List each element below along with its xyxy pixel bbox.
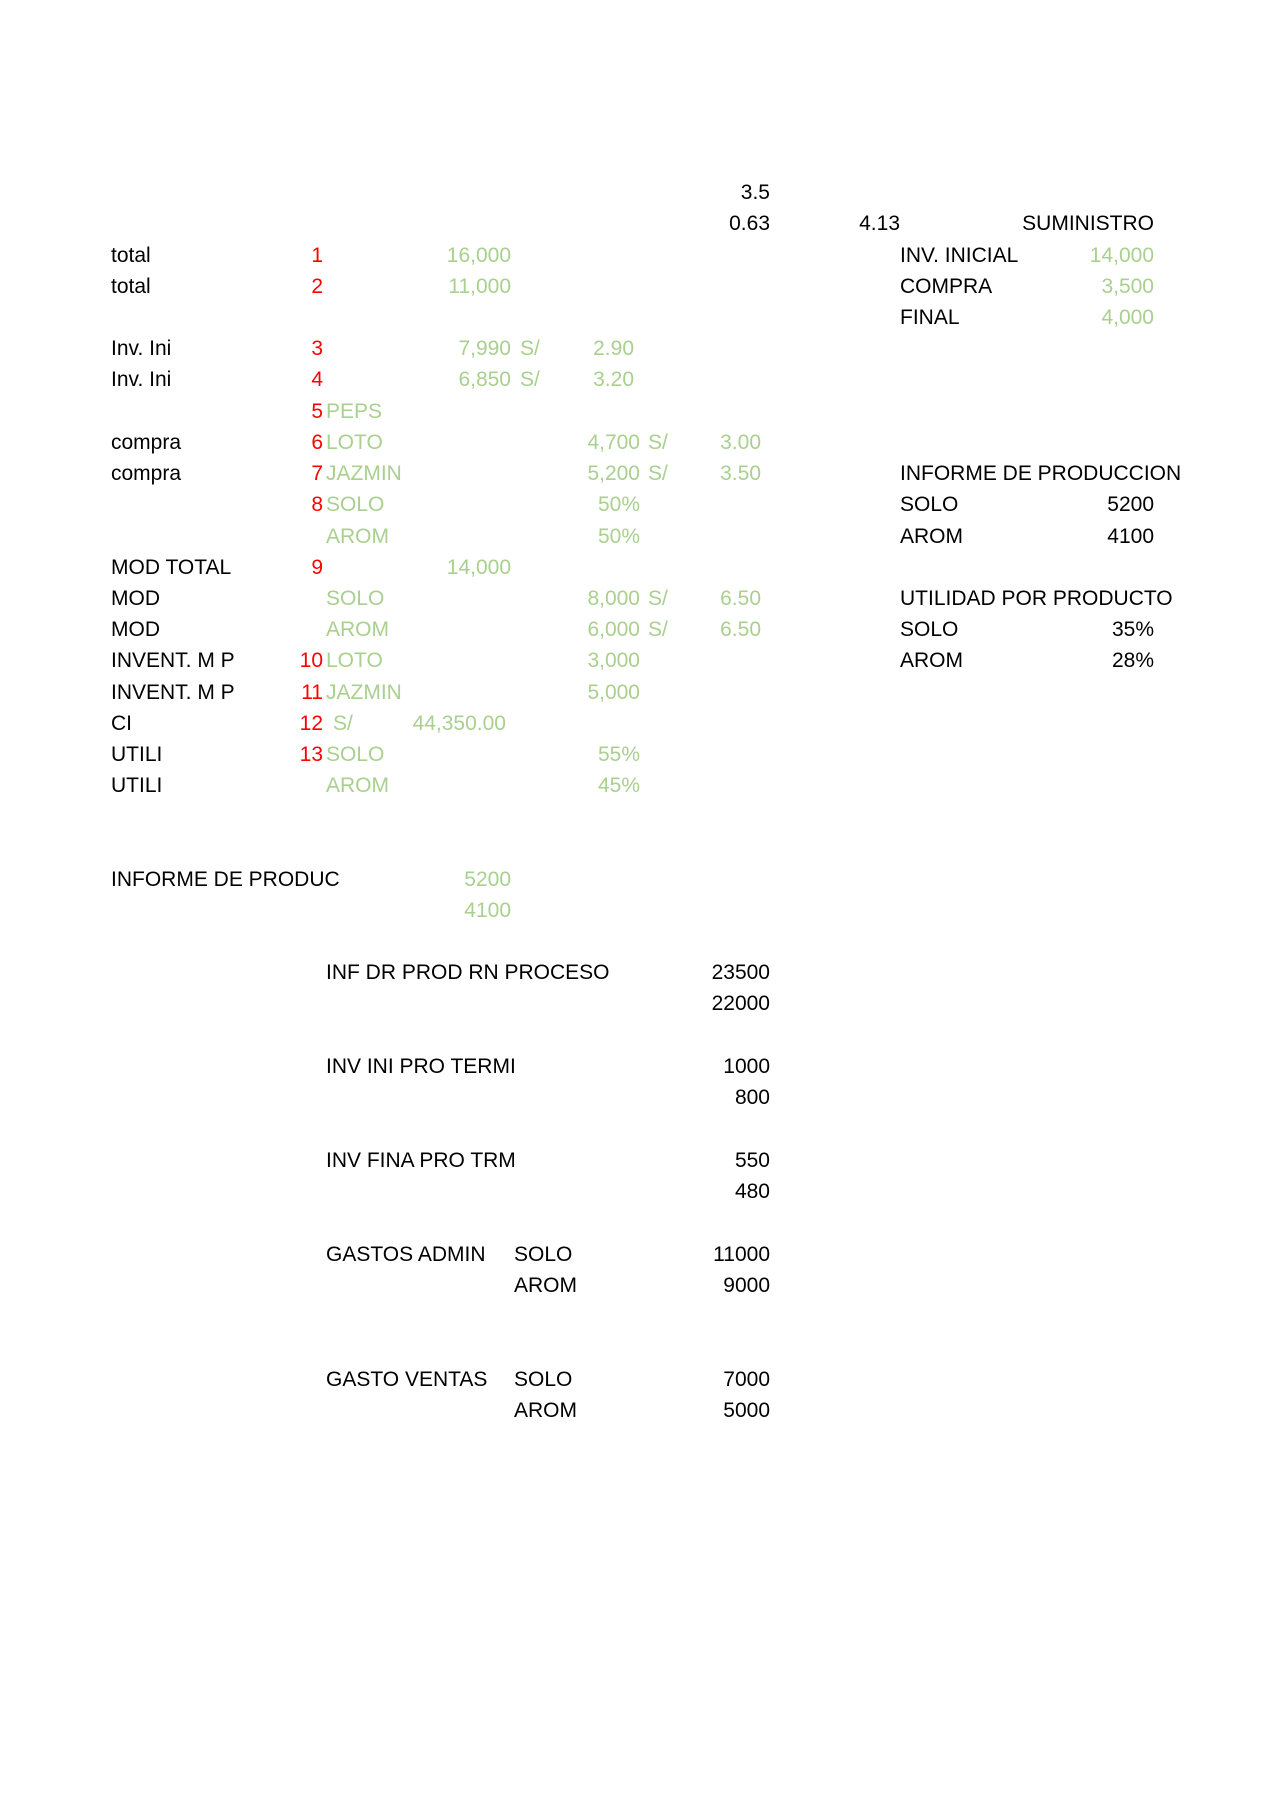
cell-c032: 4,700 (587, 431, 640, 454)
cell-c091: INF DR PROD RN PROCESO (326, 961, 610, 984)
cell-c068: 10 (299, 649, 323, 672)
cell-c015: FINAL (900, 306, 960, 329)
cell-c098: 550 (734, 1149, 770, 1172)
cell-c067: INVENT. M P (111, 649, 235, 672)
cell-c056: 8,000 (587, 587, 640, 610)
cell-c089: 5200 (464, 868, 511, 891)
cell-c041: INFORME DE PRODUCCION (900, 462, 1182, 485)
cell-c024: 6,850 (458, 368, 511, 391)
cell-c050: 4100 (1107, 525, 1154, 548)
cell-c023: 4 (311, 368, 323, 391)
cell-c059: UTILIDAD POR PRODUCTO (900, 587, 1173, 610)
cell-c047: AROM (326, 525, 389, 548)
cell-c045: SOLO (900, 493, 959, 516)
cell-c019: 7,990 (458, 337, 511, 360)
cell-c018: 3 (311, 337, 323, 360)
cell-c085: UTILI (111, 774, 163, 797)
cell-c079: S/ (333, 712, 353, 735)
cell-c033: S/ (648, 431, 668, 454)
cell-c034: 3.00 (720, 431, 761, 454)
cell-c070: 3,000 (587, 649, 640, 672)
cell-c092: 23500 (711, 961, 770, 984)
cell-c096: 800 (734, 1086, 770, 1109)
cell-c043: SOLO (326, 493, 385, 516)
cell-c103: AROM (514, 1274, 577, 1297)
cell-c082: 13 (299, 743, 323, 766)
cell-c077: CI (111, 712, 132, 735)
cell-c063: S/ (648, 618, 668, 641)
cell-c044: 50% (597, 493, 640, 516)
cell-c001: 3.5 (740, 181, 770, 204)
cell-c072: 28% (1111, 649, 1154, 672)
cell-c086: AROM (326, 774, 389, 797)
cell-c013: COMPRA (900, 275, 993, 298)
cell-c075: JAZMIN (326, 681, 402, 704)
cell-c071: AROM (900, 649, 963, 672)
cell-c083: SOLO (326, 743, 385, 766)
cell-c074: 11 (301, 681, 323, 704)
cell-c099: 480 (734, 1180, 770, 1203)
cell-c049: AROM (900, 525, 963, 548)
cell-c054: MOD (111, 587, 160, 610)
cell-c078: 12 (299, 712, 323, 735)
cell-c027: 5 (311, 400, 323, 423)
cell-c022: Inv. Ini (111, 368, 172, 391)
cell-c037: JAZMIN (326, 462, 402, 485)
cell-c026: 3.20 (593, 368, 634, 391)
cell-c101: SOLO (514, 1243, 573, 1266)
cell-c065: SOLO (900, 618, 959, 641)
cell-c084: 55% (597, 743, 640, 766)
cell-c042: 8 (311, 493, 323, 516)
cell-c062: 6,000 (587, 618, 640, 641)
cell-c081: UTILI (111, 743, 163, 766)
cell-c090: 4100 (464, 899, 511, 922)
cell-c007: 16,000 (446, 244, 511, 267)
cell-c005: total (111, 244, 151, 267)
cell-c048: 50% (597, 525, 640, 548)
cell-c076: 5,000 (587, 681, 640, 704)
cell-c095: 1000 (723, 1055, 770, 1078)
cell-c053: 14,000 (446, 556, 511, 579)
cell-c006: 1 (311, 244, 323, 267)
cell-c107: 7000 (723, 1368, 770, 1391)
cell-c035: compra (111, 462, 182, 485)
cell-c064: 6.50 (720, 618, 761, 641)
cell-c011: 2 (311, 275, 323, 298)
cell-c100: GASTOS ADMIN (326, 1243, 486, 1266)
cell-c021: 2.90 (593, 337, 634, 360)
cell-c061: AROM (326, 618, 389, 641)
cell-c073: INVENT. M P (111, 681, 235, 704)
cell-c038: 5,200 (587, 462, 640, 485)
cell-c020: S/ (520, 337, 540, 360)
cell-c069: LOTO (326, 649, 383, 672)
cell-c060: MOD (111, 618, 160, 641)
cell-c102: 11000 (713, 1243, 770, 1266)
cell-c004: SUMINISTRO (1022, 212, 1154, 235)
cell-c002: 0.63 (729, 212, 770, 235)
cell-c016: 4,000 (1101, 306, 1154, 329)
cell-c028: PEPS (326, 400, 383, 423)
cell-c014: 3,500 (1101, 275, 1154, 298)
cell-c058: 6.50 (720, 587, 761, 610)
cell-c003: 4.13 (859, 212, 900, 235)
cell-c106: SOLO (514, 1368, 573, 1391)
cell-c031: LOTO (326, 431, 383, 454)
cell-c036: 7 (311, 462, 323, 485)
cell-c105: GASTO VENTAS (326, 1368, 488, 1391)
cell-c012: 11,000 (448, 275, 511, 298)
cell-c097: INV FINA PRO TRM (326, 1149, 516, 1172)
cell-c010: total (111, 275, 151, 298)
cell-c040: 3.50 (720, 462, 761, 485)
cell-c039: S/ (648, 462, 668, 485)
cell-c066: 35% (1111, 618, 1154, 641)
cell-c029: compra (111, 431, 182, 454)
cell-c057: S/ (648, 587, 668, 610)
cell-c051: MOD TOTAL (111, 556, 232, 579)
cell-c093: 22000 (711, 992, 770, 1015)
cell-c055: SOLO (326, 587, 385, 610)
cell-c087: 45% (597, 774, 640, 797)
cell-c094: INV INI PRO TERMI (326, 1055, 516, 1078)
cell-c108: AROM (514, 1399, 577, 1422)
cell-c009: 14,000 (1089, 244, 1154, 267)
cell-c017: Inv. Ini (111, 337, 172, 360)
cell-c104: 9000 (723, 1274, 770, 1297)
cell-c046: 5200 (1107, 493, 1154, 516)
cell-c030: 6 (311, 431, 323, 454)
cell-c052: 9 (311, 556, 323, 579)
cell-c008: INV. INICIAL (900, 244, 1019, 267)
cell-c088: INFORME DE PRODUC (111, 868, 340, 891)
cell-c025: S/ (520, 368, 540, 391)
cell-c109: 5000 (723, 1399, 770, 1422)
cell-c080: 44,350.00 (412, 712, 506, 735)
